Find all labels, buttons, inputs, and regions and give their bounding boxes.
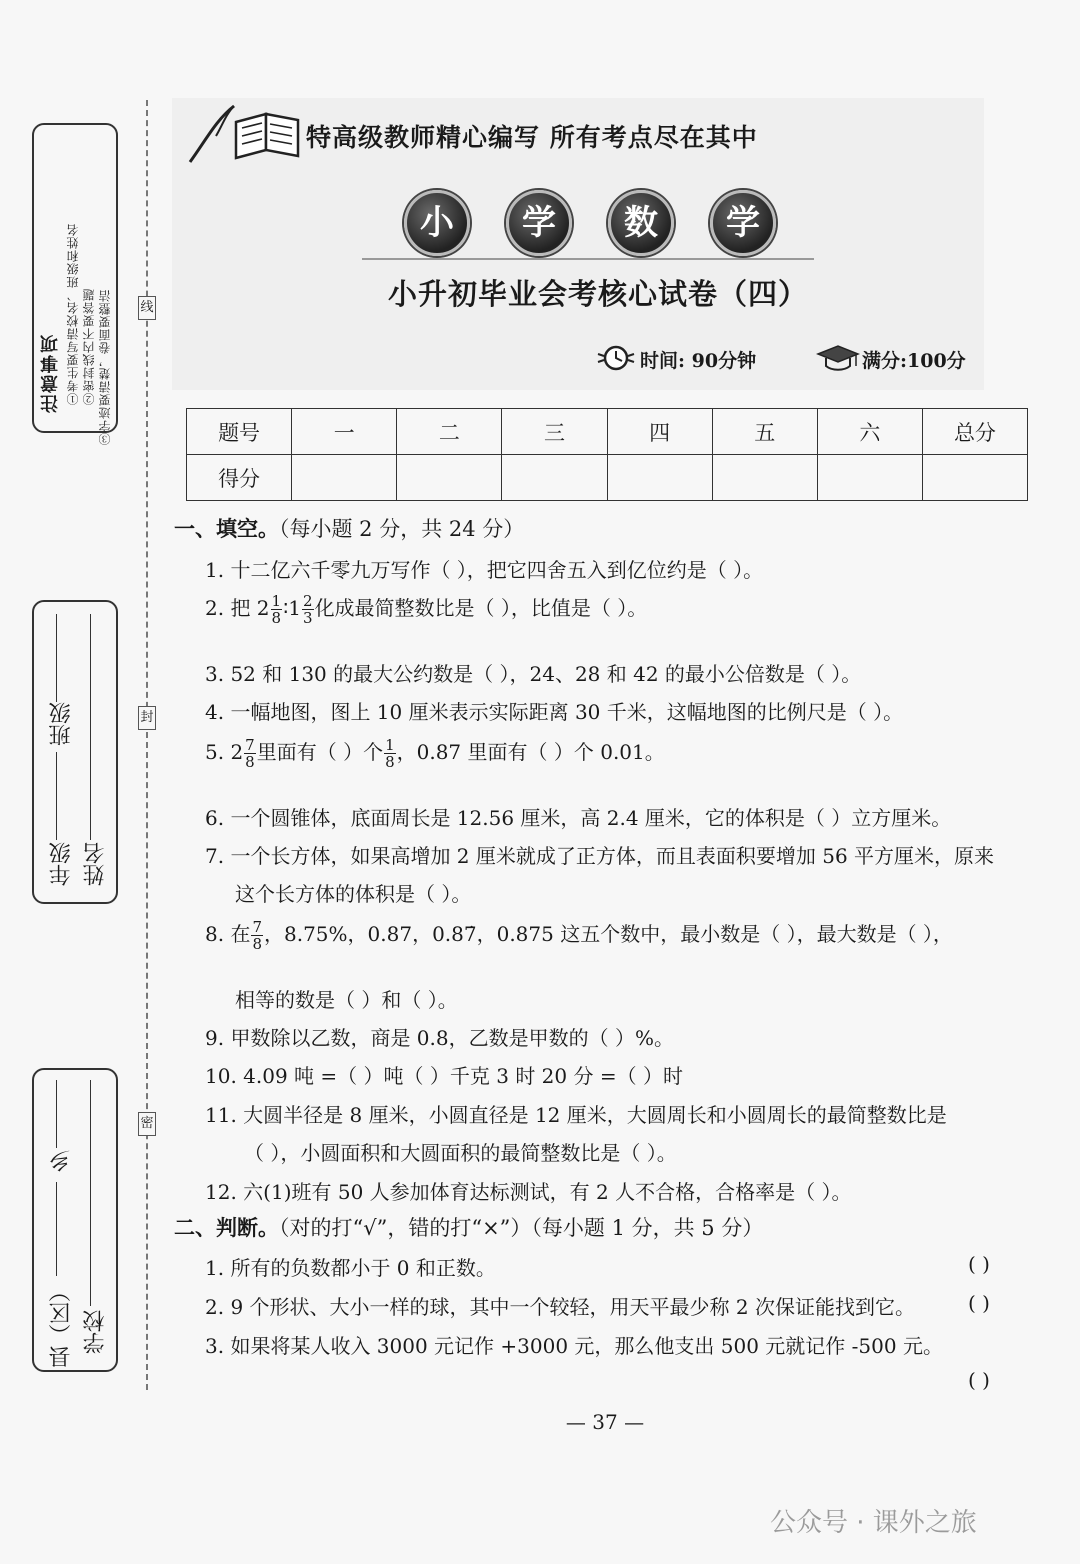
q2-text-b: ∶1 <box>283 596 302 620</box>
section-2-title: 二、判断。 <box>174 1216 279 1240</box>
judge-question-2: 2. 9 个形状、大小一样的球，其中一个较轻，用天平最少称 2 次保证能找到它。 <box>205 1295 915 1319</box>
name-blank[interactable] <box>90 614 91 840</box>
fraction <box>384 737 396 770</box>
numerator: 7 <box>252 918 262 936</box>
table-header-cell: 三 <box>502 409 607 455</box>
fraction <box>251 919 263 952</box>
score-cell[interactable] <box>817 455 922 501</box>
denominator: 3 <box>303 609 313 627</box>
cut-mark-secret: 密 <box>138 1112 156 1136</box>
question-1-1: 1. 十二亿六千零九万写作（ ），把它四舍五入到亿位约是（ ）。 <box>205 558 764 582</box>
school-info-box <box>32 1068 118 1372</box>
denominator: 8 <box>385 753 395 771</box>
score-cell[interactable] <box>292 455 397 501</box>
question-1-6: 6. 一个圆锥体，底面周长是 12.56 厘米，高 2.4 厘米，它的体积是（ ）立方厘米。 <box>205 806 952 830</box>
township-label: 乡 <box>49 1150 74 1172</box>
score-cell[interactable] <box>502 455 607 501</box>
school-label: 学校 <box>83 1310 108 1354</box>
question-1-10: 10. 4.09 吨 =（ ）吨（ ）千克 3 时 20 分 =（ ）时 <box>205 1064 683 1088</box>
table-header-cell: 题号 <box>187 409 292 455</box>
notes-box <box>32 123 118 445</box>
numerator: 1 <box>385 736 395 754</box>
table-header-cell: 一 <box>292 409 397 455</box>
fraction <box>271 593 283 626</box>
question-1-7a: 7. 一个长方体，如果高增加 2 厘米就成了正方体，而且表面积要增加 56 平方厘米，原来 <box>205 844 995 868</box>
score-cell[interactable] <box>922 455 1027 501</box>
section-1-points: （每小题 2 分，共 24 分） <box>279 517 525 541</box>
question-1-9: 9. 甲数除以乙数，商是 0.8，乙数是甲数的（ ）%。 <box>205 1026 674 1050</box>
section-1-title: 一、填空。 <box>174 517 279 541</box>
exam-subtitle: 小升初毕业会考核心试卷（四） <box>388 277 809 311</box>
title-char: 小 <box>404 190 470 256</box>
school-blank[interactable] <box>90 1080 91 1306</box>
denominator: 8 <box>245 753 255 771</box>
answer-paren[interactable]: ( ) <box>968 1291 990 1315</box>
score-row-label: 得分 <box>187 455 292 501</box>
numerator: 7 <box>245 736 255 754</box>
section-1-heading <box>174 513 524 543</box>
notes-title: 注意事项 <box>40 333 61 413</box>
section-2-points: （对的打“√”，错的打“×”）（每小题 1 分，共 5 分） <box>279 1216 764 1240</box>
title-char: 学 <box>710 190 776 256</box>
full-score: 满分:100分 <box>862 350 966 372</box>
score-cell[interactable] <box>607 455 712 501</box>
book-quill-icon <box>186 100 306 166</box>
judge-question-3: 3. 如果将某人收入 3000 元记作 +3000 元，那么他支出 500 元就记作 -500 元。 <box>205 1334 943 1358</box>
question-1-11a: 11. 大圆半径是 8 厘米，小圆直径是 12 厘米，大圆周长和小圆周长的最简整数比是 <box>205 1103 947 1127</box>
question-1-8b: 相等的数是（ ）和（ ）。 <box>235 988 458 1012</box>
question-1-5 <box>205 736 665 770</box>
watermark: 公众号 · 课外之旅 <box>770 1508 977 1538</box>
title-char: 数 <box>608 190 674 256</box>
cut-mark-seal: 封 <box>138 706 156 730</box>
note-item: ②密封线内不要答题 <box>82 288 96 405</box>
township-blank[interactable] <box>56 1080 57 1148</box>
question-1-3: 3. 52 和 130 的最大公约数是（ ），24、28 和 42 的最小公倍数是（ ）。 <box>205 662 862 686</box>
judge-question-1: 1. 所有的负数都小于 0 和正数。 <box>205 1256 496 1280</box>
q2-text-c: 化成最简整数比是（ ），比值是（ ）。 <box>314 596 648 620</box>
clock-icon <box>596 344 636 372</box>
question-1-12: 12. 六(1)班有 50 人参加体育达标测试，有 2 人不合格，合格率是（ ）。 <box>205 1180 852 1204</box>
q5-text-b: 里面有（ ）个 <box>256 740 384 764</box>
name-label: 姓名 <box>83 842 108 886</box>
county-label: 县（区） <box>49 1280 74 1368</box>
q5-text-a: 5. 2 <box>205 740 244 764</box>
grade-blank[interactable] <box>56 752 57 840</box>
grade-label: 年级 <box>49 842 74 886</box>
title-circles <box>404 190 774 250</box>
score-table <box>186 408 1028 501</box>
page-number: — 37 — <box>565 1410 645 1434</box>
score-cell[interactable] <box>397 455 502 501</box>
q5-text-c: ，0.87 里面有（ ）个 0.01。 <box>396 740 665 764</box>
q8-text-b: ，8.75%，0.87，0.87̇，0.875 这五个数中，最小数是（ ），最大数是（ ）， <box>264 922 953 946</box>
fraction <box>244 737 256 770</box>
title-divider <box>362 258 814 260</box>
table-row <box>187 455 1028 501</box>
cut-mark-line: 线 <box>138 296 156 320</box>
table-header-cell: 六 <box>817 409 922 455</box>
table-header-cell: 总分 <box>922 409 1027 455</box>
title-char: 学 <box>506 190 572 256</box>
class-label: 班级 <box>49 702 74 746</box>
q2-text-a: 2. 把 2 <box>205 596 270 620</box>
fraction <box>302 593 314 626</box>
table-row <box>187 409 1028 455</box>
q8-text-a: 8. 在 <box>205 922 251 946</box>
numerator: 2 <box>303 592 313 610</box>
time-limit: 时间: 90分钟 <box>640 350 757 372</box>
table-header-cell: 五 <box>712 409 817 455</box>
note-item: ①考生要写清校名、班级和姓名 <box>66 223 80 405</box>
answer-paren[interactable]: ( ) <box>968 1252 990 1276</box>
table-header-cell: 二 <box>397 409 502 455</box>
score-cell[interactable] <box>712 455 817 501</box>
question-1-11b: （ ），小圆面积和大圆面积的最简整数比是（ ）。 <box>244 1141 677 1165</box>
numerator: 1 <box>271 592 282 610</box>
graduation-cap-icon <box>816 344 860 372</box>
note-item: ③字迹要清楚，卷面要整洁 <box>98 289 112 445</box>
seal-line <box>146 100 148 1390</box>
student-info-box <box>32 600 118 904</box>
section-2-heading <box>174 1212 763 1242</box>
table-header-cell: 四 <box>607 409 712 455</box>
class-blank[interactable] <box>56 614 57 702</box>
county-blank[interactable] <box>56 1182 57 1276</box>
question-1-7b: 这个长方体的体积是（ ）。 <box>235 882 472 906</box>
slogan: 特高级教师精心编写 所有考点尽在其中 <box>306 123 758 152</box>
question-1-4: 4. 一幅地图，图上 10 厘米表示实际距离 30 千米，这幅地图的比例尺是（ ）。 <box>205 700 904 724</box>
denominator: 8 <box>252 935 262 953</box>
denominator: 8 <box>271 609 282 627</box>
question-1-2 <box>205 592 647 626</box>
question-1-8 <box>205 918 953 952</box>
answer-paren[interactable]: ( ) <box>968 1368 990 1392</box>
